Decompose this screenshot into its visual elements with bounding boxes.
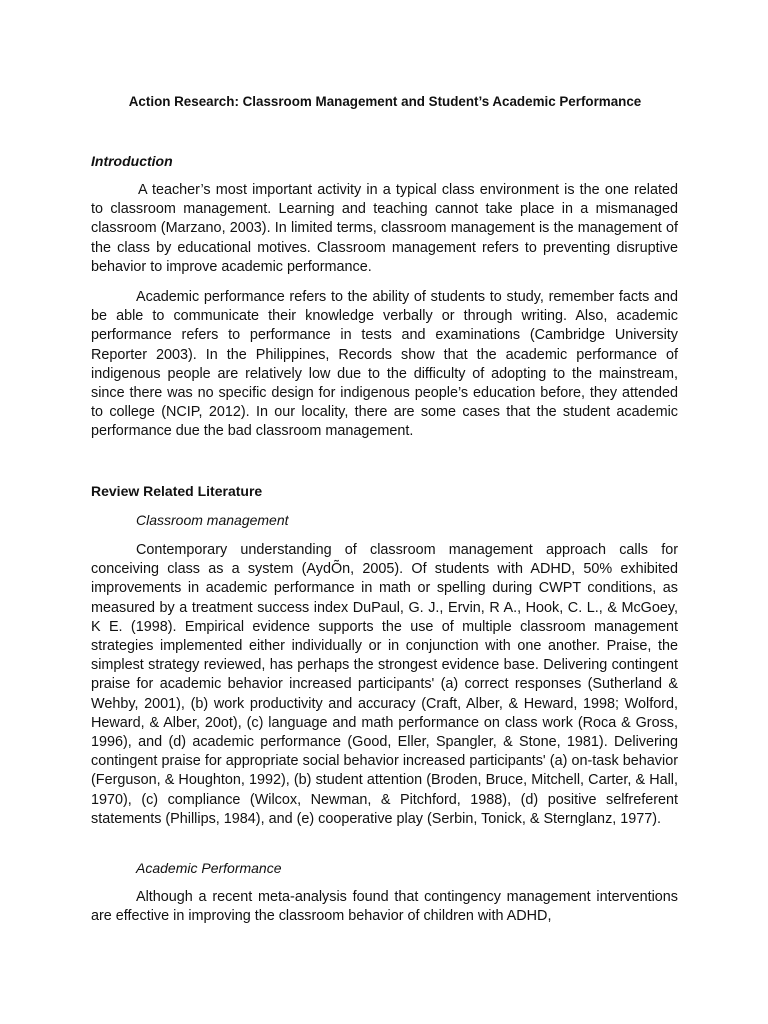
review-literature-heading: Review Related Literature [91,483,263,499]
academic-performance-subheading: Academic Performance [136,860,282,876]
introduction-paragraph-1: A teacher’s most important activity in a typical class environment is the one related to classroom management. Learning and teaching cannot take place in a mismanaged classroom (Marzano, 2003). In limited terms, classroom management is the management of the class by educational motives. Classroom management refers to preventing disruptive behavior to improve academic performance. [91,182,678,275]
academic-performance-paragraph: Although a recent meta-analysis found that contingency management interventions are effective in improving the classroom behavior of children with ADHD, [91,889,678,925]
document-title: Action Research: Classroom Management and Student’s Academic Performance [128,94,642,109]
classroom-management-subheading: Classroom management [136,512,289,528]
introduction-heading: Introduction [91,153,173,169]
introduction-paragraph-2: Academic performance refers to the ability of students to study, remember facts and be able to communicate their knowledge verbally or through writing. Also, academic performance refers to performance in tests and examinations (Cambridge University Reporter 2003). In the Philippines, Records show that the academic performance of indigenous people are relatively low due to the difficulty of adopting to the mainstream, since there was no specific design for indigenous people’s education before, they attended to college (NCIP, 2012). In our locality, there are some cases that the student academic performance due the bad classroom management. [91,289,678,440]
classroom-management-paragraph: Contemporary understanding of classroom management approach calls for conceiving class as a system (AydÕn, 2005). Of students with ADHD, 50% exhibited improvements in academic performance in math or spelling during CWPT conditions, as measured by a treatment success index DuPaul, G. J., Ervin, R A., Hook, C. L., & McGoey, K E. (1998). Empirical evidence supports the use of multiple classroom management strategies implemented either individually or in conjunction with one another. Praise, the simplest strategy reviewed, has perhaps the strongest evidence base. Delivering contingent praise for academic behavior increased participants' (a) correct responses (Sutherland & Wehby, 2001), (b) work productivity and accuracy (Craft, Alber, & Heward, 1998; Wolford, Heward, & Alber, 20ot), (c) language and math performance on class work (Roca & Gross, 1996), and (d) academic performance (Good, Eller, Spangler, & Stone, 1981). Delivering contingent praise for appropriate social behavior increased participants' (a) on-task behavior (Ferguson, & Houghton, 1992), (b) student attention (Broden, Bruce, Mitchell, Carter, & Hall, 1970), (c) compliance (Wilcox, Newman, & Pitchford, 1988), (d) positive selfreferent statements (Phillips, 1984), and (e) cooperative play (Serbin, Tonick, & Sternglanz, 1977). [91,542,678,827]
